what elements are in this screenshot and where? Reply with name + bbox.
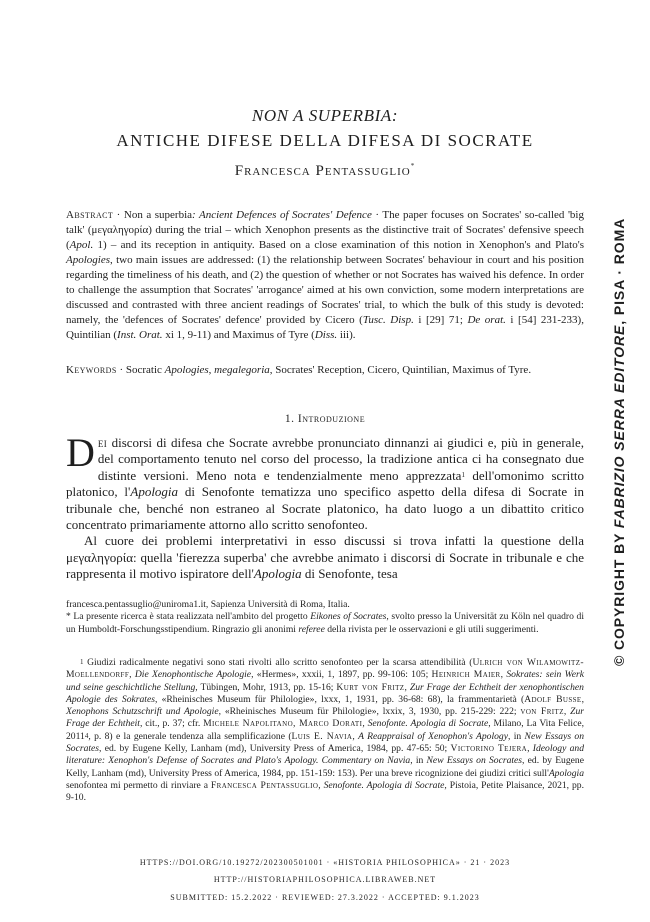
fn1-ao: Francesca Pentassuglio [210, 779, 319, 791]
fn1-al: , ed. by Eugene Kelly, Lanham (md), University Press of America, 1984, pp. 151-159: 153). Per una breve ricognizione dei giudizi critici sull' [66, 755, 584, 779]
fn1-t: Zur Frage der Echtheit [66, 706, 585, 730]
abstract-text1: The paper focuses on Socrates' so-called 'big talk' (μεγαληγορία) during the trial – which Xenophon presents as the distinctive trait of Socrates' defensive speech ( [66, 209, 584, 251]
paragraph-1 [66, 430, 584, 533]
abstract-sep2: · [371, 209, 383, 221]
fn1-ar: , Pistoia, Petite Plaisance, 2021, pp. 9-10. [66, 779, 585, 804]
fn1-aa: Luis E. Navia [291, 730, 353, 742]
fn1-ak: New Essays on Socrates [426, 755, 523, 767]
abstract-text3: , two main issues are addressed: (1) the relationship between Socrates' behaviour in court and his position regarding the timeliness of his death, and (2) the question of whether or not Socrates has waived his defence. In order to challenge the assumption that Socrates' 'arrogance' aimed at his own conviction, some modern interpretations are discussed and contrasted with three ancient readings of Socrates' trial, to which the bulk of this study is devoted: namely, the 'defences of Socrates' defence' provided by Cicero ( [66, 254, 584, 326]
author-name [0, 163, 650, 180]
article-title-line1 [0, 106, 650, 126]
abstract-diss: Diss. [314, 329, 338, 341]
fn1-r: von Fritz [520, 706, 564, 718]
fn1-j: Kurt von Fritz [336, 681, 405, 693]
p1-a: discorsi di difesa che Socrate avrebbe pronunciato dinnanzi ai giudici e, più in generale, del comportamento tenuto nel corso del processo, la tradizione antica ci ha consegnato due distinte versioni. Meno nota e tendenzialmente meno apprezzata [97, 435, 584, 483]
abstract-title-italic: : Ancient Defences of Socrates' Defence [192, 209, 372, 221]
fn1-aq: Senofonte. Apologia di Socrate [323, 779, 445, 791]
fn1-ad: , in [508, 730, 525, 742]
abstract-title-plain: Non a superbia [123, 209, 193, 221]
abstract-deorat: De orat. [467, 314, 506, 326]
abstract-tusc: Tusc. Disp. [362, 314, 414, 326]
p2-b: di Senofonte, tesa [301, 566, 398, 582]
fn1-q: , «Rheinisches Museum für Philologie», lxxix, 3, 1930, pp. 215-229: 222; [218, 706, 521, 718]
keywords-sep: · [116, 364, 126, 376]
fn1-s: , [563, 706, 571, 718]
fn1-c: , [129, 669, 135, 681]
keywords-label: Keywords [66, 364, 117, 376]
copyright-publisher: FABRIZIO SERRA EDITORE [611, 324, 627, 529]
keywords-apologies: Apologies [164, 364, 209, 376]
star-note-a: * La presente ricerca è stata realizzata nell'ambito del progetto [66, 611, 311, 623]
abstract-text2: 1) – and its reception in antiquity. Based on a close examination of this notion in Xenophon's and Plato's [93, 239, 584, 251]
star-note-referee: referee [298, 623, 325, 635]
fn1-ag: Victorino Tejera [450, 743, 528, 755]
abstract-text5: i [54] 231-233), Quintilian ( [66, 314, 584, 341]
fn1-m: , «Rheinisches Museum für Philologie», lxxx, 1, 1931, pp. 36-68: 68), la frammentarietà ( [154, 693, 525, 705]
p1-start: ei [97, 435, 108, 450]
footnote-1-number: 1 [80, 658, 84, 666]
abstract-sep: · [113, 209, 124, 221]
title-italic: NON A SUPERBIA [251, 106, 392, 125]
fn1-b: Ulrich von Wilamowitz-Moellendorff [66, 657, 584, 681]
abstract-text7: iii). [337, 329, 356, 341]
author-text: Francesca Pentassuglio [234, 163, 411, 179]
abstract-text4: i [29] 71; [413, 314, 468, 326]
fn1-z: , p. 8) e la generale tendenza alla semplificazione ( [88, 730, 292, 742]
p2-apologia: Apologia [253, 566, 302, 582]
fn1-i: , Tübingen, Mohr, 1913, pp. 15-16; [195, 681, 337, 693]
author-footnote-mark: * [410, 162, 416, 170]
fn1-f: Heinrich Maier [431, 669, 501, 681]
fn1-g: , [500, 669, 507, 681]
fn1-w: , [362, 718, 368, 730]
footnote-1-text [66, 657, 584, 805]
abstract-apol: Apol. [69, 239, 94, 251]
fn1-am: Apologia [548, 767, 584, 779]
fn1-e: , «Hermes», xxxii, 1, 1897, pp. 99-106: 105; [251, 669, 432, 681]
star-note-c: della rivista per le osservazioni e gli utili suggerimenti. [324, 623, 539, 635]
fn1-u: , cit., p. 37; cfr. [139, 718, 204, 730]
fn1-x: Senofonte. Apologia di Socrate [367, 718, 489, 730]
fn1-d: Die Xenophontische Apologie [134, 669, 252, 681]
star-note-eikones: Eikones of Socrates [310, 611, 387, 623]
p1-b: dell'omonimo scritto platonico, l' [66, 467, 584, 500]
footer-url-line: HTTP://HISTORIAPHILOSOPHICA.LIBRAWEB.NET [213, 875, 437, 884]
keywords-megalegoria: megalegoria [214, 364, 270, 376]
body-text [66, 430, 584, 583]
affiliation: francesca.pentassuglio@uniroma1.it, Sapienza Università di Roma, Italia. [66, 599, 350, 610]
fn1-ab: , [352, 730, 359, 742]
fn1-ah: , [527, 743, 533, 755]
fn1-l: Zur Frage der Echtheit der xenophontischen Apologie des Sokrates [66, 681, 584, 705]
fn1-y-sup: 4 [84, 731, 89, 740]
footnotes-top [66, 599, 584, 636]
fn1-o: , [581, 693, 584, 705]
abstract-inst: Inst. Orat. [117, 329, 163, 341]
abstract-apologies: Apologies [66, 254, 110, 266]
abstract-text6: xi 1, 9-11) and Maximus of Tyre ( [162, 329, 315, 341]
footer-doi-line: HTTPS://DOI.ORG/10.19272/202300501001 · «HISTORIA PHILOSOPHICA» · 21 · 2023 [139, 858, 511, 867]
copyright-part2: , PISA · ROMA [611, 217, 627, 325]
fn1-an: senofontea mi permetto di rinviare a [66, 779, 211, 791]
copyright-notice [611, 217, 627, 666]
fn1-ae: New Essays on Socrates [66, 730, 584, 755]
fn1-af: , ed. by Eugene Kelly, Lanham (md), University Press of America, 1984, pp. 47-65: 50; [99, 743, 451, 755]
fn1-p: Xenophons Schutzschrift und Apologie [66, 706, 219, 718]
footnote-ref-1: 1 [461, 470, 465, 479]
fn1-ac: A Reappraisal of Xenophon's Apology [358, 730, 508, 742]
p2-a: Al cuore dei problemi interpretativi in esso discussi si trova infatti la questione della μεγαληγορία: quella 'fierezza superba' che avrebbe animato i discorsi di Socrate in tribunale e che rappresenta il motivo ispiratore dell' [66, 533, 584, 582]
fn1-ap: , [318, 779, 324, 791]
abstract [66, 208, 584, 343]
fn1-ai: Ideology and literature: Xenophon's Defense of Socrates and Plato's Apology. Commentary on Navia [66, 743, 585, 767]
fn1-n: Adolf Busse [524, 693, 582, 705]
fn1-y: , Milano, La Vita Felice, 2011 [66, 718, 584, 742]
section-heading: 1. Introduzione [284, 413, 366, 425]
fn1-h: Sokrates: sein Werk und seine geschichtliche Stellung [66, 669, 585, 693]
title-colon: : [391, 106, 399, 125]
keywords [66, 363, 584, 378]
drop-cap: D [66, 430, 95, 475]
abstract-label: Abstract [66, 209, 114, 221]
fn1-k: , [404, 681, 410, 693]
article-title-line2: ANTICHE DIFESE DELLA DIFESA DI SOCRATE [116, 131, 534, 150]
keywords-text1: Socratic [125, 364, 165, 376]
p1-apologia: Apologia [130, 484, 179, 500]
star-note [66, 611, 584, 636]
keywords-text2: , [208, 364, 215, 376]
footnote-1 [66, 657, 584, 805]
fn1-aj: , in [410, 755, 427, 767]
keywords-text3: , Socrates' Reception, Cicero, Quintilian, Maximus of Tyre. [269, 364, 532, 376]
paragraph-2 [66, 533, 584, 582]
copyright-part1: © COPYRIGHT BY [611, 528, 627, 666]
fn1-v: Michele Napolitano, Marco Dorati [203, 718, 363, 730]
star-note-b: , svolto presso la Universität zu Köln nel quadro di un Humboldt-Forschungsstipendium. Ringrazio gli anonimi [66, 611, 584, 635]
p1-c: di Senofonte tematizza uno specifico aspetto della difesa di Socrate in tribunale che, benché non estraneo al Socrate platonico, ha dato luogo a un dibattito critico concentrato primariamente attorno allo scritto senofonteo. [66, 484, 584, 533]
footer-dates-line: SUBMITTED: 15.2.2022 · REVIEWED: 27.3.2022 · ACCEPTED: 9.1.2023 [170, 893, 480, 902]
fn1-a: Giudizi radicalmente negativi sono stati rivolti allo scritto senofonteo per la scarsa attendibilità ( [83, 657, 473, 668]
